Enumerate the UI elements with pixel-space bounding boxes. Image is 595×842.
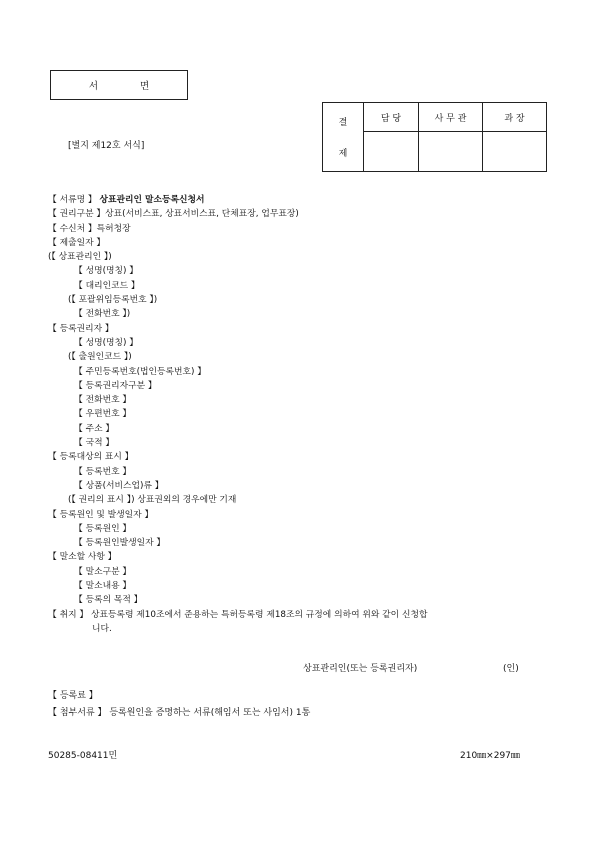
footer-paper-size: 210㎜×297㎜ <box>460 751 520 761</box>
approval-sign-director <box>483 132 547 172</box>
field-right-type: 【 권리구분 】상표(서비스표, 상표서비스표, 단체표장, 업무표장) <box>48 209 299 220</box>
fee-label: 【 등록료 】 <box>48 691 98 701</box>
field-holder-type: 【 등록권리자구분 】 <box>74 380 157 391</box>
form-body <box>48 193 558 636</box>
purpose-text: 상표등록령 제10조에서 준용하는 특허등록령 제18조의 규정에 의하여 위와 같이 신청합 <box>90 609 428 620</box>
purpose-label: 【 취지 】 <box>48 609 89 620</box>
field-registration-target: 【 등록대상의 표시 】 <box>48 452 134 463</box>
field-cancellation-items: 【 말소할 사항 】 <box>48 552 117 563</box>
purpose-line <box>48 608 558 622</box>
field-submission-date: 【 제출일자 】 <box>48 237 106 248</box>
title-left: 서 <box>88 81 98 92</box>
approval-sign-officer <box>419 132 483 172</box>
field-nationality: 【 국적 】 <box>74 438 115 449</box>
field-blanket-power-number: (【 포괄위임등록번호 】) <box>68 295 158 306</box>
applicant-signature-label: 상표관리인(또는 등록권리자) <box>303 664 418 674</box>
field-holder-name: 【 성명(명칭) 】 <box>74 337 139 348</box>
doc-name-line <box>48 193 558 207</box>
field-resident-number: 【 주민등록번호(법인등록번호) 】 <box>74 366 207 377</box>
field-recipient: 【 수신처 】특허청장 <box>48 223 131 234</box>
seal-mark: (인) <box>503 664 519 674</box>
field-registration-cause-and-date: 【 등록원인 및 발생일자 】 <box>48 509 154 520</box>
approval-side-label <box>323 103 364 172</box>
field-registered-holder: 【 등록권리자 】 <box>48 323 114 334</box>
field-postal-code: 【 우편번호 】 <box>74 409 132 420</box>
approval-col-director: 과 장 <box>483 103 547 132</box>
doc-name-label: 【 서류명 】 <box>48 195 97 205</box>
field-cancellation-type: 【 말소구분 】 <box>74 566 132 577</box>
field-registration-purpose: 【 등록의 목적 】 <box>74 595 143 606</box>
field-agent-name: 【 성명(명칭) 】 <box>74 266 139 277</box>
approval-col-staff: 담 당 <box>364 103 419 132</box>
attachment-line: 【 첨부서류 】 등록원인을 증명하는 서류(해임서 또는 사임서) 1통 <box>48 708 311 718</box>
field-agent-code: 【 대리인코드 】 <box>74 280 140 291</box>
field-registration-number: 【 등록번호 】 <box>74 466 132 477</box>
form-number: [별지 제12호 서식] <box>68 141 145 151</box>
document-title-box <box>50 70 188 100</box>
field-applicant-code: (【 출원인코드 】) <box>68 352 132 363</box>
field-address: 【 주소 】 <box>74 423 115 434</box>
field-goods-class: 【 상품(서비스업)류 】 <box>74 480 164 491</box>
approval-col-officer: 사 무 관 <box>419 103 483 132</box>
field-registration-cause: 【 등록원인 】 <box>74 523 132 534</box>
title-right: 면 <box>140 81 150 92</box>
field-agent-phone: 【 전화번호 】) <box>74 309 131 320</box>
approval-side-top: 결 <box>338 118 348 128</box>
doc-name-value: 상표관리인 말소등록신청서 <box>99 195 205 205</box>
field-cancellation-content: 【 말소내용 】 <box>74 581 132 592</box>
approval-side-bottom: 제 <box>338 149 348 159</box>
footer-form-code: 50285-08411민 <box>48 751 118 761</box>
approval-sign-staff <box>364 132 419 172</box>
field-cause-date: 【 등록원인발생일자 】 <box>74 538 166 549</box>
field-trademark-agent: (【 상표관리인 】) <box>48 252 112 263</box>
field-right-indication: (【 권리의 표시 】) 상표권외의 경우에만 기재 <box>68 495 237 506</box>
purpose-text-continued: 니다. <box>92 623 112 634</box>
field-holder-phone: 【 전화번호 】 <box>74 395 132 406</box>
approval-table <box>322 102 547 172</box>
